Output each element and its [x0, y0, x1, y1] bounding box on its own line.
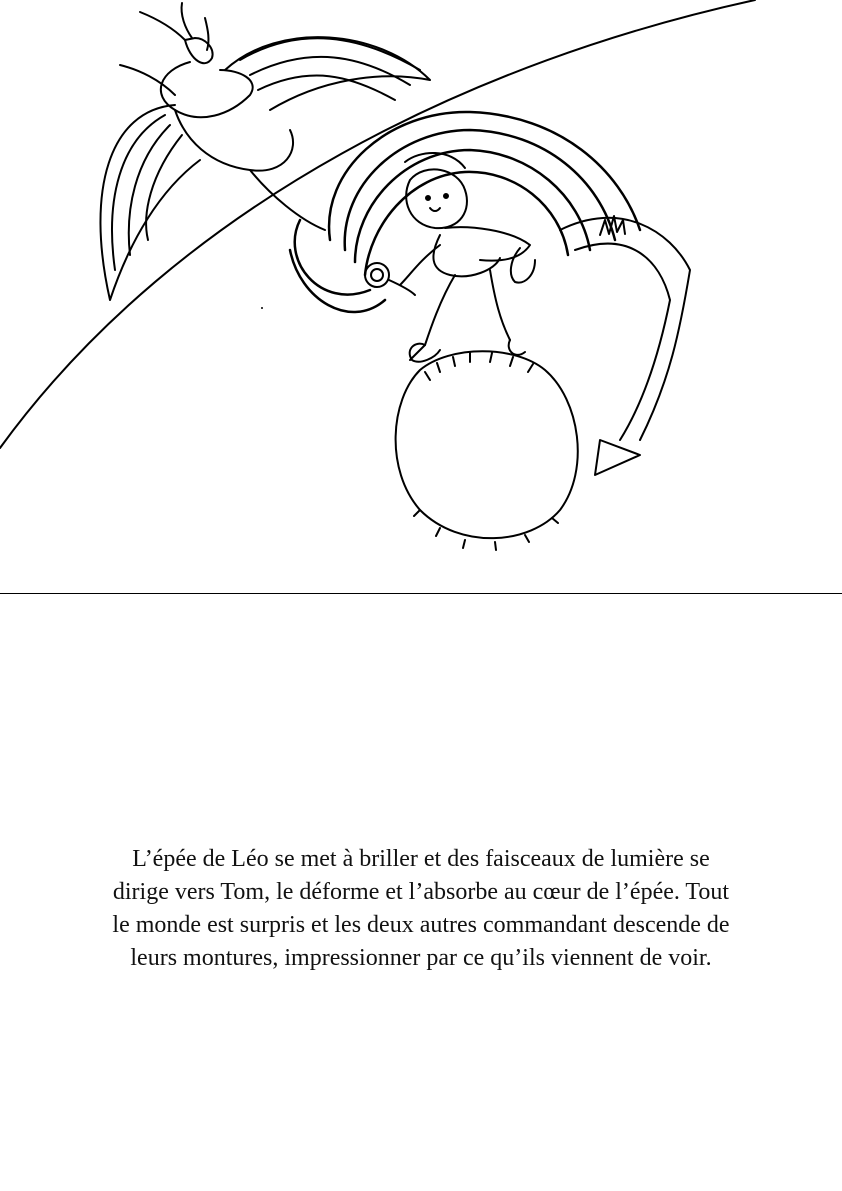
cape — [560, 216, 690, 475]
caption-line: leurs montures, impressionner par ce qu’ils viennent de voir. — [130, 945, 712, 971]
caption-line: L’épée de Léo se met à briller et des faisceaux de lumière se — [132, 846, 710, 872]
illustration — [0, 0, 842, 594]
fluffy-mount — [396, 351, 578, 550]
caption-line: dirige vers Tom, le déforme et l’absorbe au cœur de l’épée. Tout — [112, 879, 730, 905]
panel-divider — [0, 593, 842, 594]
caption-text — [40, 843, 802, 975]
glowing-sword-icon — [365, 263, 415, 295]
caption-line: le monde est surpris et les deux autres commandant descende de — [112, 912, 730, 938]
winged-demon — [100, 3, 430, 300]
boy-hero — [400, 153, 535, 362]
comic-panel — [0, 0, 842, 594]
